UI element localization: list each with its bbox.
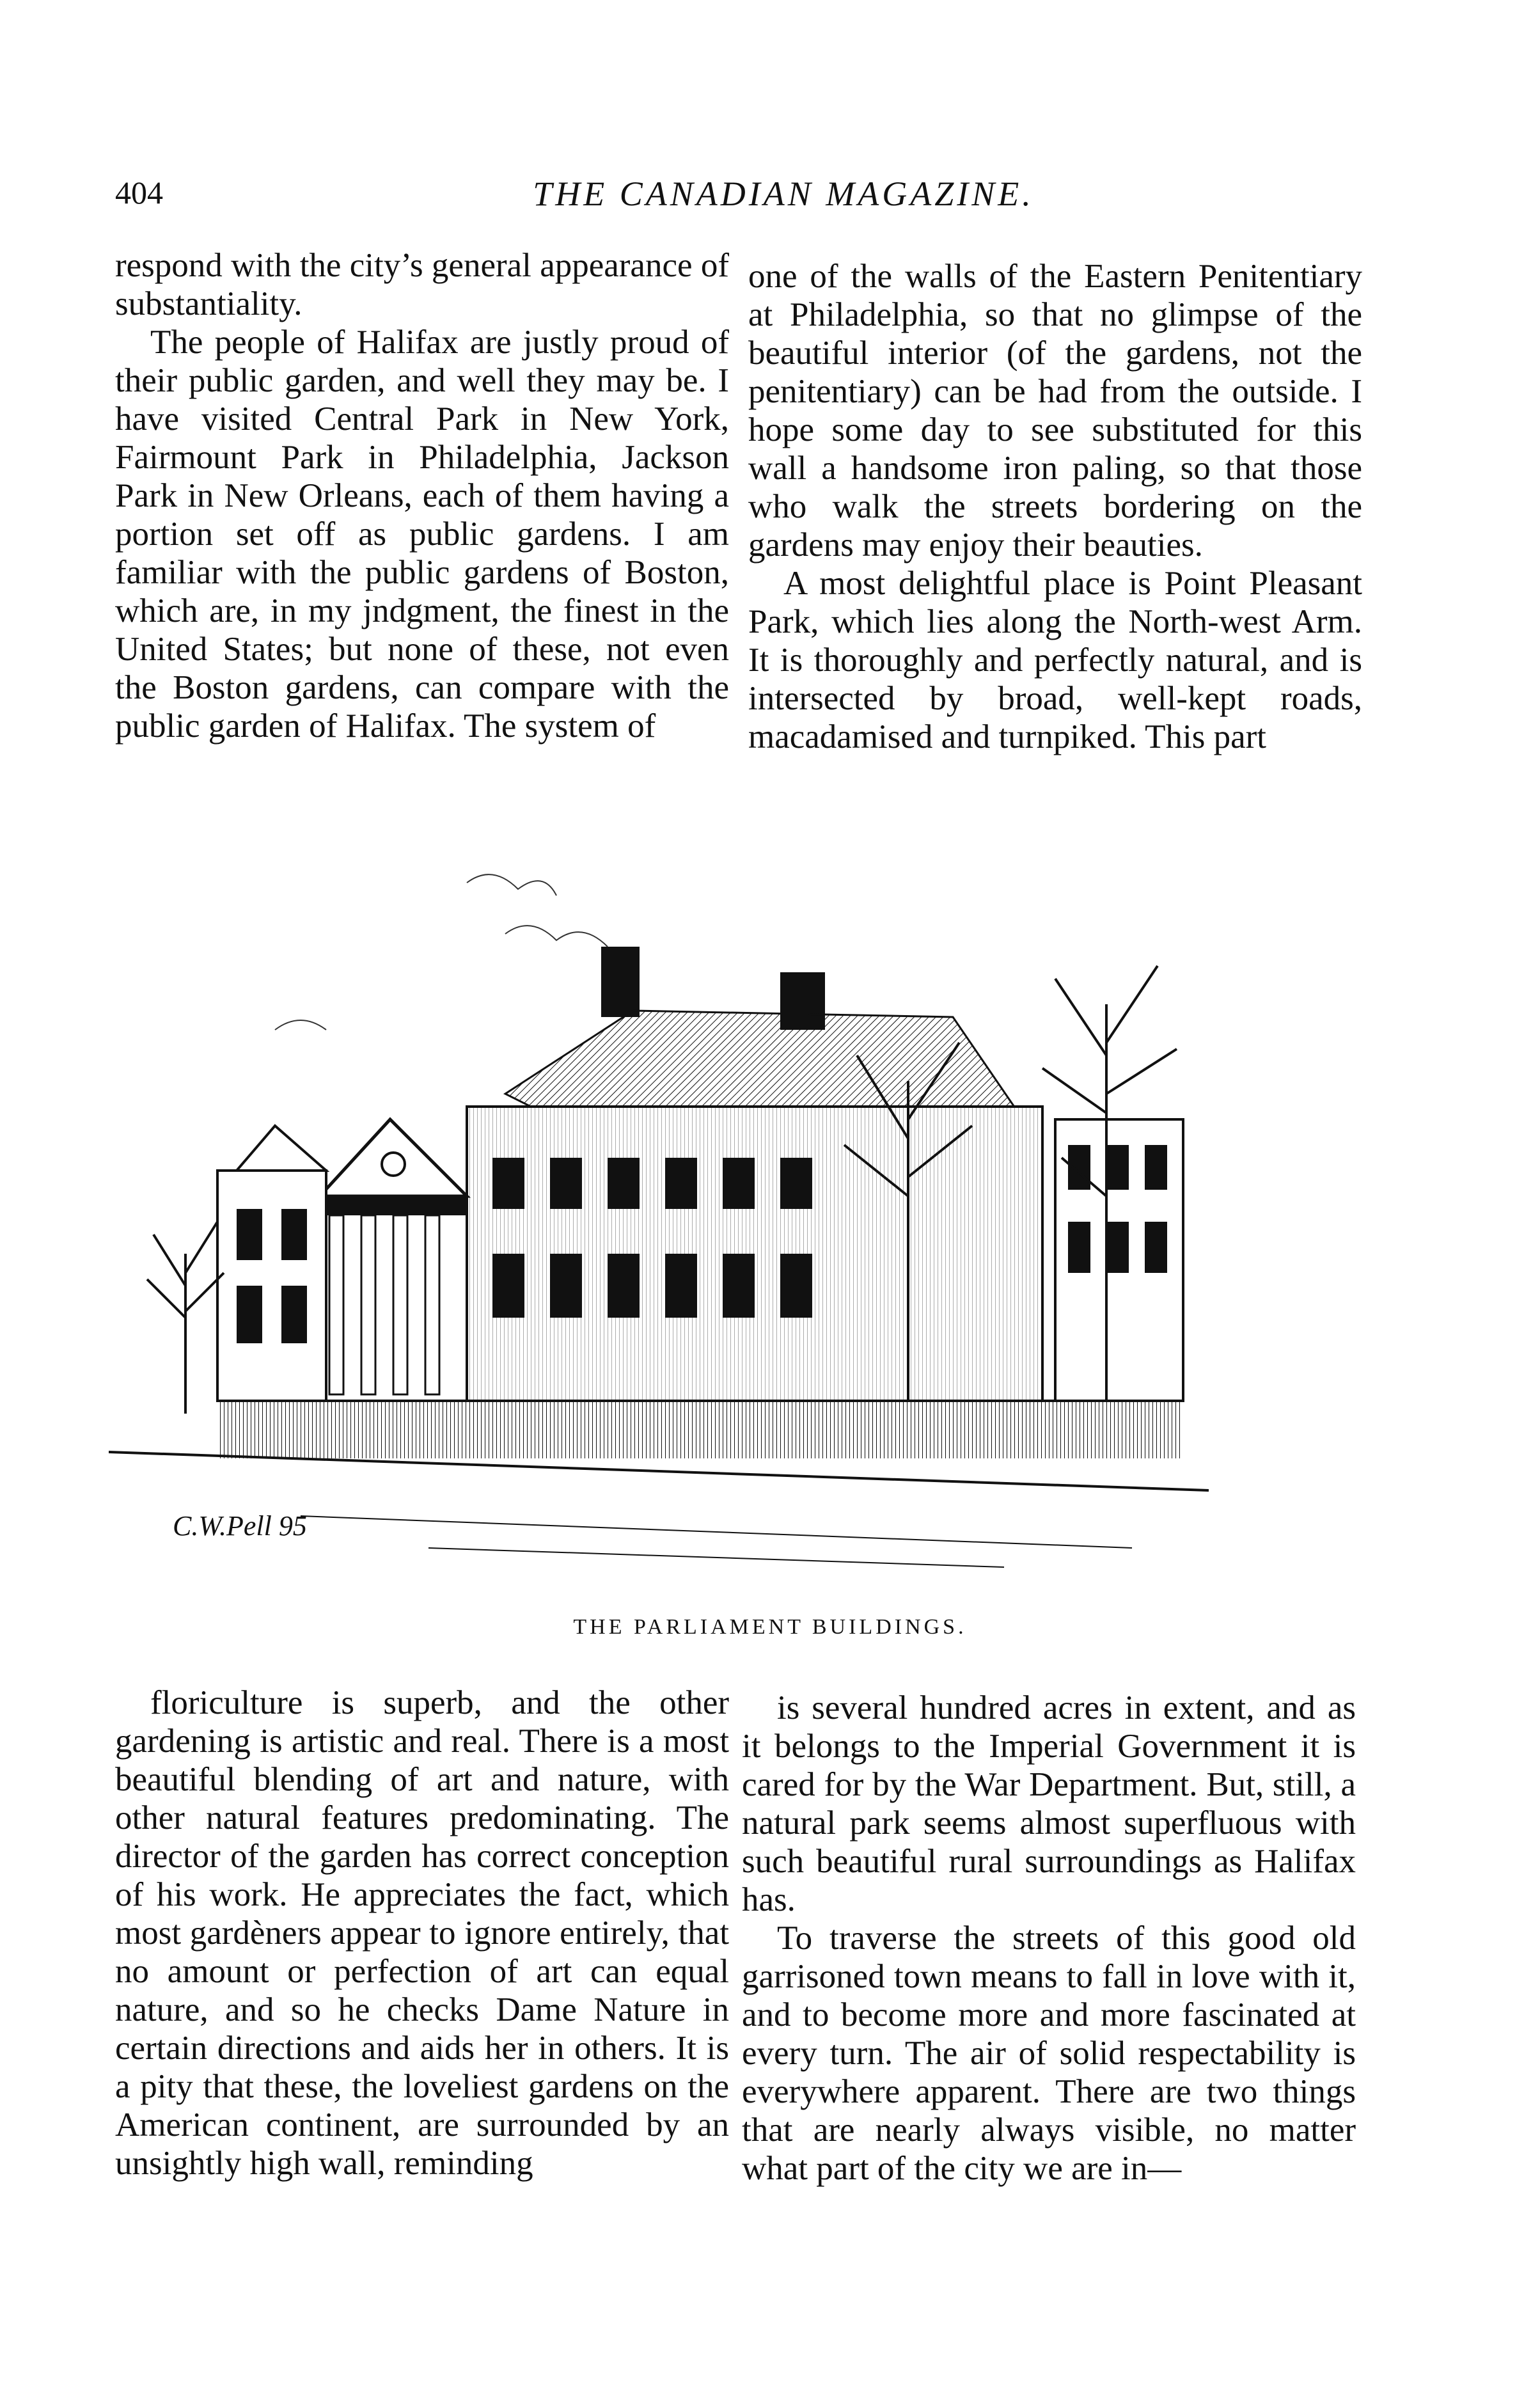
page-header — [115, 174, 1413, 225]
column-top-left — [115, 246, 729, 745]
running-title: THE CANADIAN MAGAZINE. — [533, 175, 1034, 213]
paragraph: To traverse the streets of this good old garrisoned town means to fall in love with it, and to become more and more fascinated at every turn. The air of solid respectability is everywhere apparent. There are two things that are nearly always visible, no matter what part of the city we are in— — [742, 1920, 1356, 2187]
figure-caption: THE PARLIAMENT BUILDINGS. — [573, 1615, 967, 1639]
column-bottom-left — [115, 1684, 729, 2182]
parliament-buildings-illustration — [109, 838, 1209, 1599]
paragraph: respond with the city’s general appearance of substantiality. — [115, 247, 729, 322]
paragraph: one of the walls of the Eastern Penitentiary at Philadelphia, so that no glimpse of the beautiful interior (of the gardens, not the penitentiary) can be had from the outside. I hope some day to see substituted for this wall a handsome iron paling, so that those who walk the streets bordering on the gardens may enjoy their beauties. — [748, 258, 1362, 564]
paragraph: A most delightful place is Point Pleasant Park, which lies along the North-west Arm. It is thoroughly and perfectly natural, and is intersected by broad, well-kept roads, macadamised and turnpiked. This part — [748, 565, 1362, 755]
column-bottom-right — [742, 1689, 1356, 2188]
paragraph: floriculture is superb, and the other gardening is artistic and real. There is a most beautiful blending of art and nature, with other natural features predominating. The director of the garden has correct conception of his work. He appreciates the fact, which most gardèners appear to ignore entirely, that no amount or perfection of art can equal nature, and so he checks Dame Nature in certain directions and aids her in others. It is a pity that these, the loveliest gardens on the American continent, are surrounded by an unsightly high wall, reminding — [115, 1684, 729, 2182]
paragraph: is several hundred acres in extent, and as it belongs to the Imperial Government it is cared for by the War Department. But, still, a natural park seems almost superfluous with such beautiful rural surroundings as Halifax has. — [742, 1689, 1356, 1918]
column-top-right — [748, 257, 1362, 756]
paragraph: The people of Halifax are justly proud of their public garden, and well they may be. I have visited Central Park in New York, Fairmount Park in Philadelphia, Jackson Park in New Orleans, each of them having a portion set off as public gardens. I am familiar with the public gardens of Boston, which are, in my jndgment, the finest in the United States; but none of these, not even the Boston gardens, can compare with the public garden of Halifax. The system of — [115, 324, 729, 745]
artist-signature: C.W.Pell 95 — [173, 1510, 307, 1542]
page-number: 404 — [115, 175, 163, 210]
